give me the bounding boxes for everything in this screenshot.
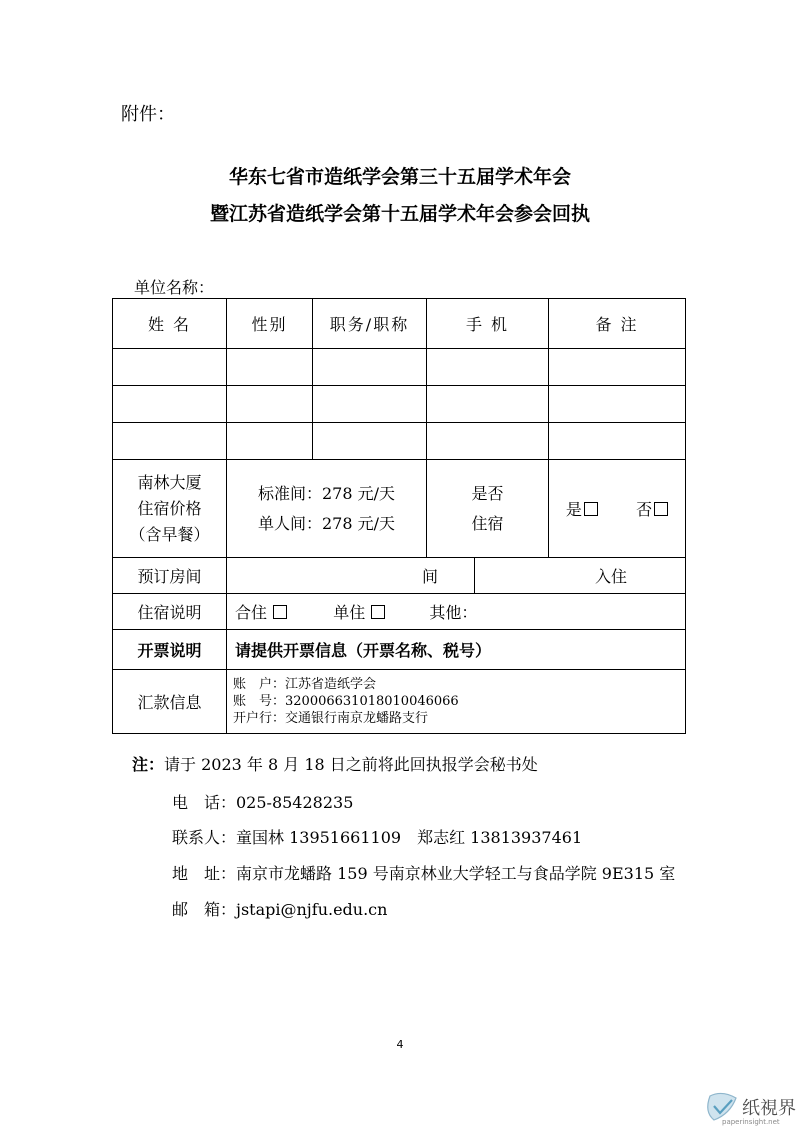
hotel-price-label: 南林大厦 住宿价格 （含早餐） xyxy=(113,460,227,558)
title-cell[interactable] xyxy=(313,423,427,460)
note-main: 注：请于 2023 年 8 月 18 日之前将此回执报学会秘书处 xyxy=(132,755,538,774)
checkin-field[interactable]: 入住 xyxy=(475,558,686,594)
no-label: 否 xyxy=(636,500,653,519)
page-number: 4 xyxy=(396,1038,404,1051)
account-number: 账 号：320006631018010046066 xyxy=(233,694,459,709)
reply-form-table xyxy=(112,298,686,734)
note-address: 地 址：南京市龙蟠路 159 号南京林业大学轻工与食品学院 9E315 室 xyxy=(172,864,676,883)
mobile-cell[interactable] xyxy=(427,423,549,460)
header-name: 姓 名 xyxy=(113,299,227,349)
attendee-row xyxy=(113,423,686,460)
stay-choice xyxy=(549,460,686,558)
title-cell[interactable] xyxy=(313,349,427,386)
remark-cell[interactable] xyxy=(549,349,686,386)
standard-room-price: 标准间：278 元/天 xyxy=(257,483,396,503)
no-checkbox[interactable] xyxy=(654,502,668,516)
invoice-label: 开票说明 xyxy=(113,630,227,670)
gender-cell[interactable] xyxy=(227,423,313,460)
account-bank: 开户行：交通银行南京龙蟠路支行 xyxy=(233,711,429,726)
account-name: 账 户：江苏省造纸学会 xyxy=(233,677,377,692)
shared-checkbox[interactable] xyxy=(273,605,287,619)
title-line-2: 暨江苏省造纸学会第十五届学术年会参会回执 xyxy=(209,203,590,225)
remit-row xyxy=(113,670,686,734)
remit-label: 汇款信息 xyxy=(113,670,227,734)
booking-label: 预订房间 xyxy=(113,558,227,594)
title-line-1: 华东七省市造纸学会第三十五届学术年会 xyxy=(228,166,571,188)
rooms-field[interactable]: 间 xyxy=(227,558,475,594)
invoice-text: 请提供开票信息（开票名称、税号） xyxy=(227,630,686,670)
title-cell[interactable] xyxy=(313,386,427,423)
unit-name-label: 单位名称： xyxy=(134,278,215,297)
single-checkbox[interactable] xyxy=(371,605,385,619)
header-row xyxy=(113,299,686,349)
watermark-name: 纸視界 xyxy=(742,1098,796,1119)
yes-label: 是 xyxy=(565,500,582,519)
watermark-url: paperinsight.net xyxy=(722,1118,780,1126)
header-mobile: 手 机 xyxy=(427,299,549,349)
remark-cell[interactable] xyxy=(549,386,686,423)
name-cell[interactable] xyxy=(113,349,227,386)
note-phone: 电 话：025-85428235 xyxy=(172,793,354,812)
hotel-prices xyxy=(227,460,427,558)
lodging-row xyxy=(113,594,686,630)
hotel-row xyxy=(113,460,686,558)
yes-checkbox[interactable] xyxy=(584,502,598,516)
name-cell[interactable] xyxy=(113,423,227,460)
header-title: 职务/职称 xyxy=(313,299,427,349)
mobile-cell[interactable] xyxy=(427,349,549,386)
attachment-label: 附件： xyxy=(121,104,175,125)
other-label: 其他： xyxy=(429,603,478,622)
header-gender: 性别 xyxy=(227,299,313,349)
remark-cell[interactable] xyxy=(549,423,686,460)
booking-row xyxy=(113,558,686,594)
lodging-label: 住宿说明 xyxy=(113,594,227,630)
mobile-cell[interactable] xyxy=(427,386,549,423)
single-room-price: 单人间：278 元/天 xyxy=(257,513,396,533)
attendee-row xyxy=(113,349,686,386)
lodging-options xyxy=(227,594,686,630)
single-label: 单住 xyxy=(333,603,366,622)
note-email[interactable]: 邮 箱：jstapi@njfu.edu.cn xyxy=(172,900,388,919)
gender-cell[interactable] xyxy=(227,349,313,386)
remit-details xyxy=(227,670,686,734)
name-cell[interactable] xyxy=(113,386,227,423)
stay-question: 是否 住宿 xyxy=(427,460,549,558)
header-remark: 备 注 xyxy=(549,299,686,349)
note-contacts: 联系人：童国林 13951661109 郑志红 13813937461 xyxy=(172,828,583,847)
attendee-row xyxy=(113,386,686,423)
gender-cell[interactable] xyxy=(227,386,313,423)
invoice-row xyxy=(113,630,686,670)
shared-label: 合住 xyxy=(235,603,268,622)
